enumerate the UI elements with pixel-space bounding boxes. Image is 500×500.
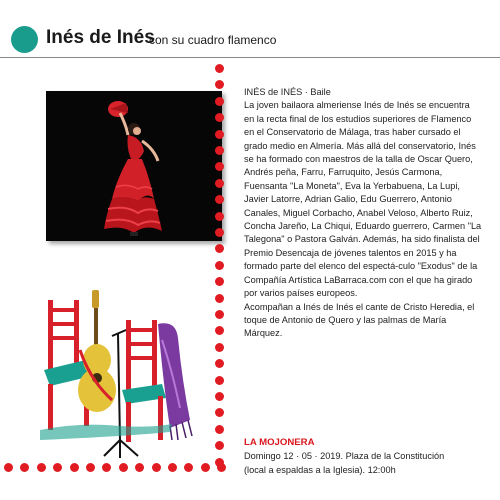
decorative-dot bbox=[215, 113, 224, 122]
decorative-dot bbox=[201, 463, 210, 472]
decorative-dot bbox=[119, 463, 128, 472]
decorative-dot bbox=[215, 64, 224, 73]
flamenco-dancer-photo bbox=[46, 91, 222, 241]
decorative-dot bbox=[215, 441, 224, 450]
decorative-dot bbox=[217, 463, 226, 472]
decorative-dot bbox=[215, 244, 224, 253]
decorative-dot bbox=[215, 261, 224, 270]
page-subtitle: con su cuadro flamenco bbox=[149, 33, 277, 47]
decorative-dot bbox=[215, 294, 224, 303]
decorative-dot bbox=[215, 80, 224, 89]
decorative-dot bbox=[86, 463, 95, 472]
decorative-dot bbox=[215, 425, 224, 434]
decorative-dot bbox=[215, 130, 224, 139]
venue-title: LA MOJONERA bbox=[244, 437, 315, 448]
decorative-dot bbox=[168, 463, 177, 472]
decorative-dot bbox=[215, 162, 224, 171]
decorative-dot bbox=[215, 408, 224, 417]
decorative-dot bbox=[215, 179, 224, 188]
venue-date-line: Domingo 12 · 05 · 2019. Plaza de la Constitución bbox=[244, 451, 445, 462]
guitar-icon bbox=[78, 290, 116, 412]
decorative-dot-column bbox=[214, 64, 226, 474]
article-heading: INÉS de INÉS · Baile bbox=[244, 87, 331, 97]
decorative-dot bbox=[215, 195, 224, 204]
decorative-dot bbox=[215, 146, 224, 155]
chairs-guitar-shawl-illustration bbox=[40, 290, 200, 460]
decorative-dot bbox=[20, 463, 29, 472]
decorative-dot bbox=[53, 463, 62, 472]
header-accent-dot bbox=[11, 26, 38, 53]
decorative-dot bbox=[184, 463, 193, 472]
article-paragraph: Acompañan a Inés de Inés el cante de Cristo Heredia, el toque de Antonio de Quero y las palmas de María Márquez. bbox=[244, 301, 475, 339]
decorative-dot bbox=[37, 463, 46, 472]
header-divider bbox=[0, 57, 500, 58]
decorative-dot bbox=[215, 310, 224, 319]
decorative-dot bbox=[215, 343, 224, 352]
decorative-dot bbox=[215, 376, 224, 385]
article-body bbox=[244, 86, 482, 341]
decorative-dot bbox=[152, 463, 161, 472]
venue-location-line: (local a espaldas a la Iglesia). 12:00h bbox=[244, 464, 396, 475]
decorative-dot bbox=[102, 463, 111, 472]
article-paragraph: La joven bailaora almeriense Inés de Inés se encuentra en la recta final de los estudios superiores de Flamenco en el Conservatorio de Málaga, tras haber cursado el grado medio en Almería. Más allá del conservatorio, Inés se ha formado con maestros de la talla de Oscar Quero, Andrés peña, Farru, Farruquito, Jesús Carmona, Fuensanta "La Moneta", Eva la Yerbabuena, La Lupi, Javier Latorre, Adrian Galio, Edu Guerrero, Antonio Canales, Miguel Corbacho, Anabel Veloso, Alberto Ruiz, Concha Jareño, La Chiqui, Eduardo guerrero, Carmen "La Talegona" o Pastora Galván. Además, ha sido finalista del Premio Desencaja de jóvenes talentos en 2015 y ha formado parte del elenco del espectá-culo "Exodus" de la Compañía Artística LaBarraca.com con el que ha girado por varios países europeos. bbox=[244, 100, 482, 299]
decorative-dot bbox=[215, 97, 224, 106]
decorative-dot bbox=[4, 463, 13, 472]
page-title: Inés de Inés bbox=[46, 27, 155, 48]
decorative-dot bbox=[215, 212, 224, 221]
decorative-dot bbox=[215, 326, 224, 335]
decorative-dot bbox=[215, 228, 224, 237]
decorative-dot-row bbox=[0, 462, 240, 474]
decorative-dot bbox=[215, 392, 224, 401]
shawl-icon bbox=[158, 323, 192, 440]
decorative-dot bbox=[215, 359, 224, 368]
decorative-dot bbox=[215, 277, 224, 286]
decorative-dot bbox=[70, 463, 79, 472]
venue-info bbox=[244, 436, 484, 477]
decorative-dot bbox=[135, 463, 144, 472]
